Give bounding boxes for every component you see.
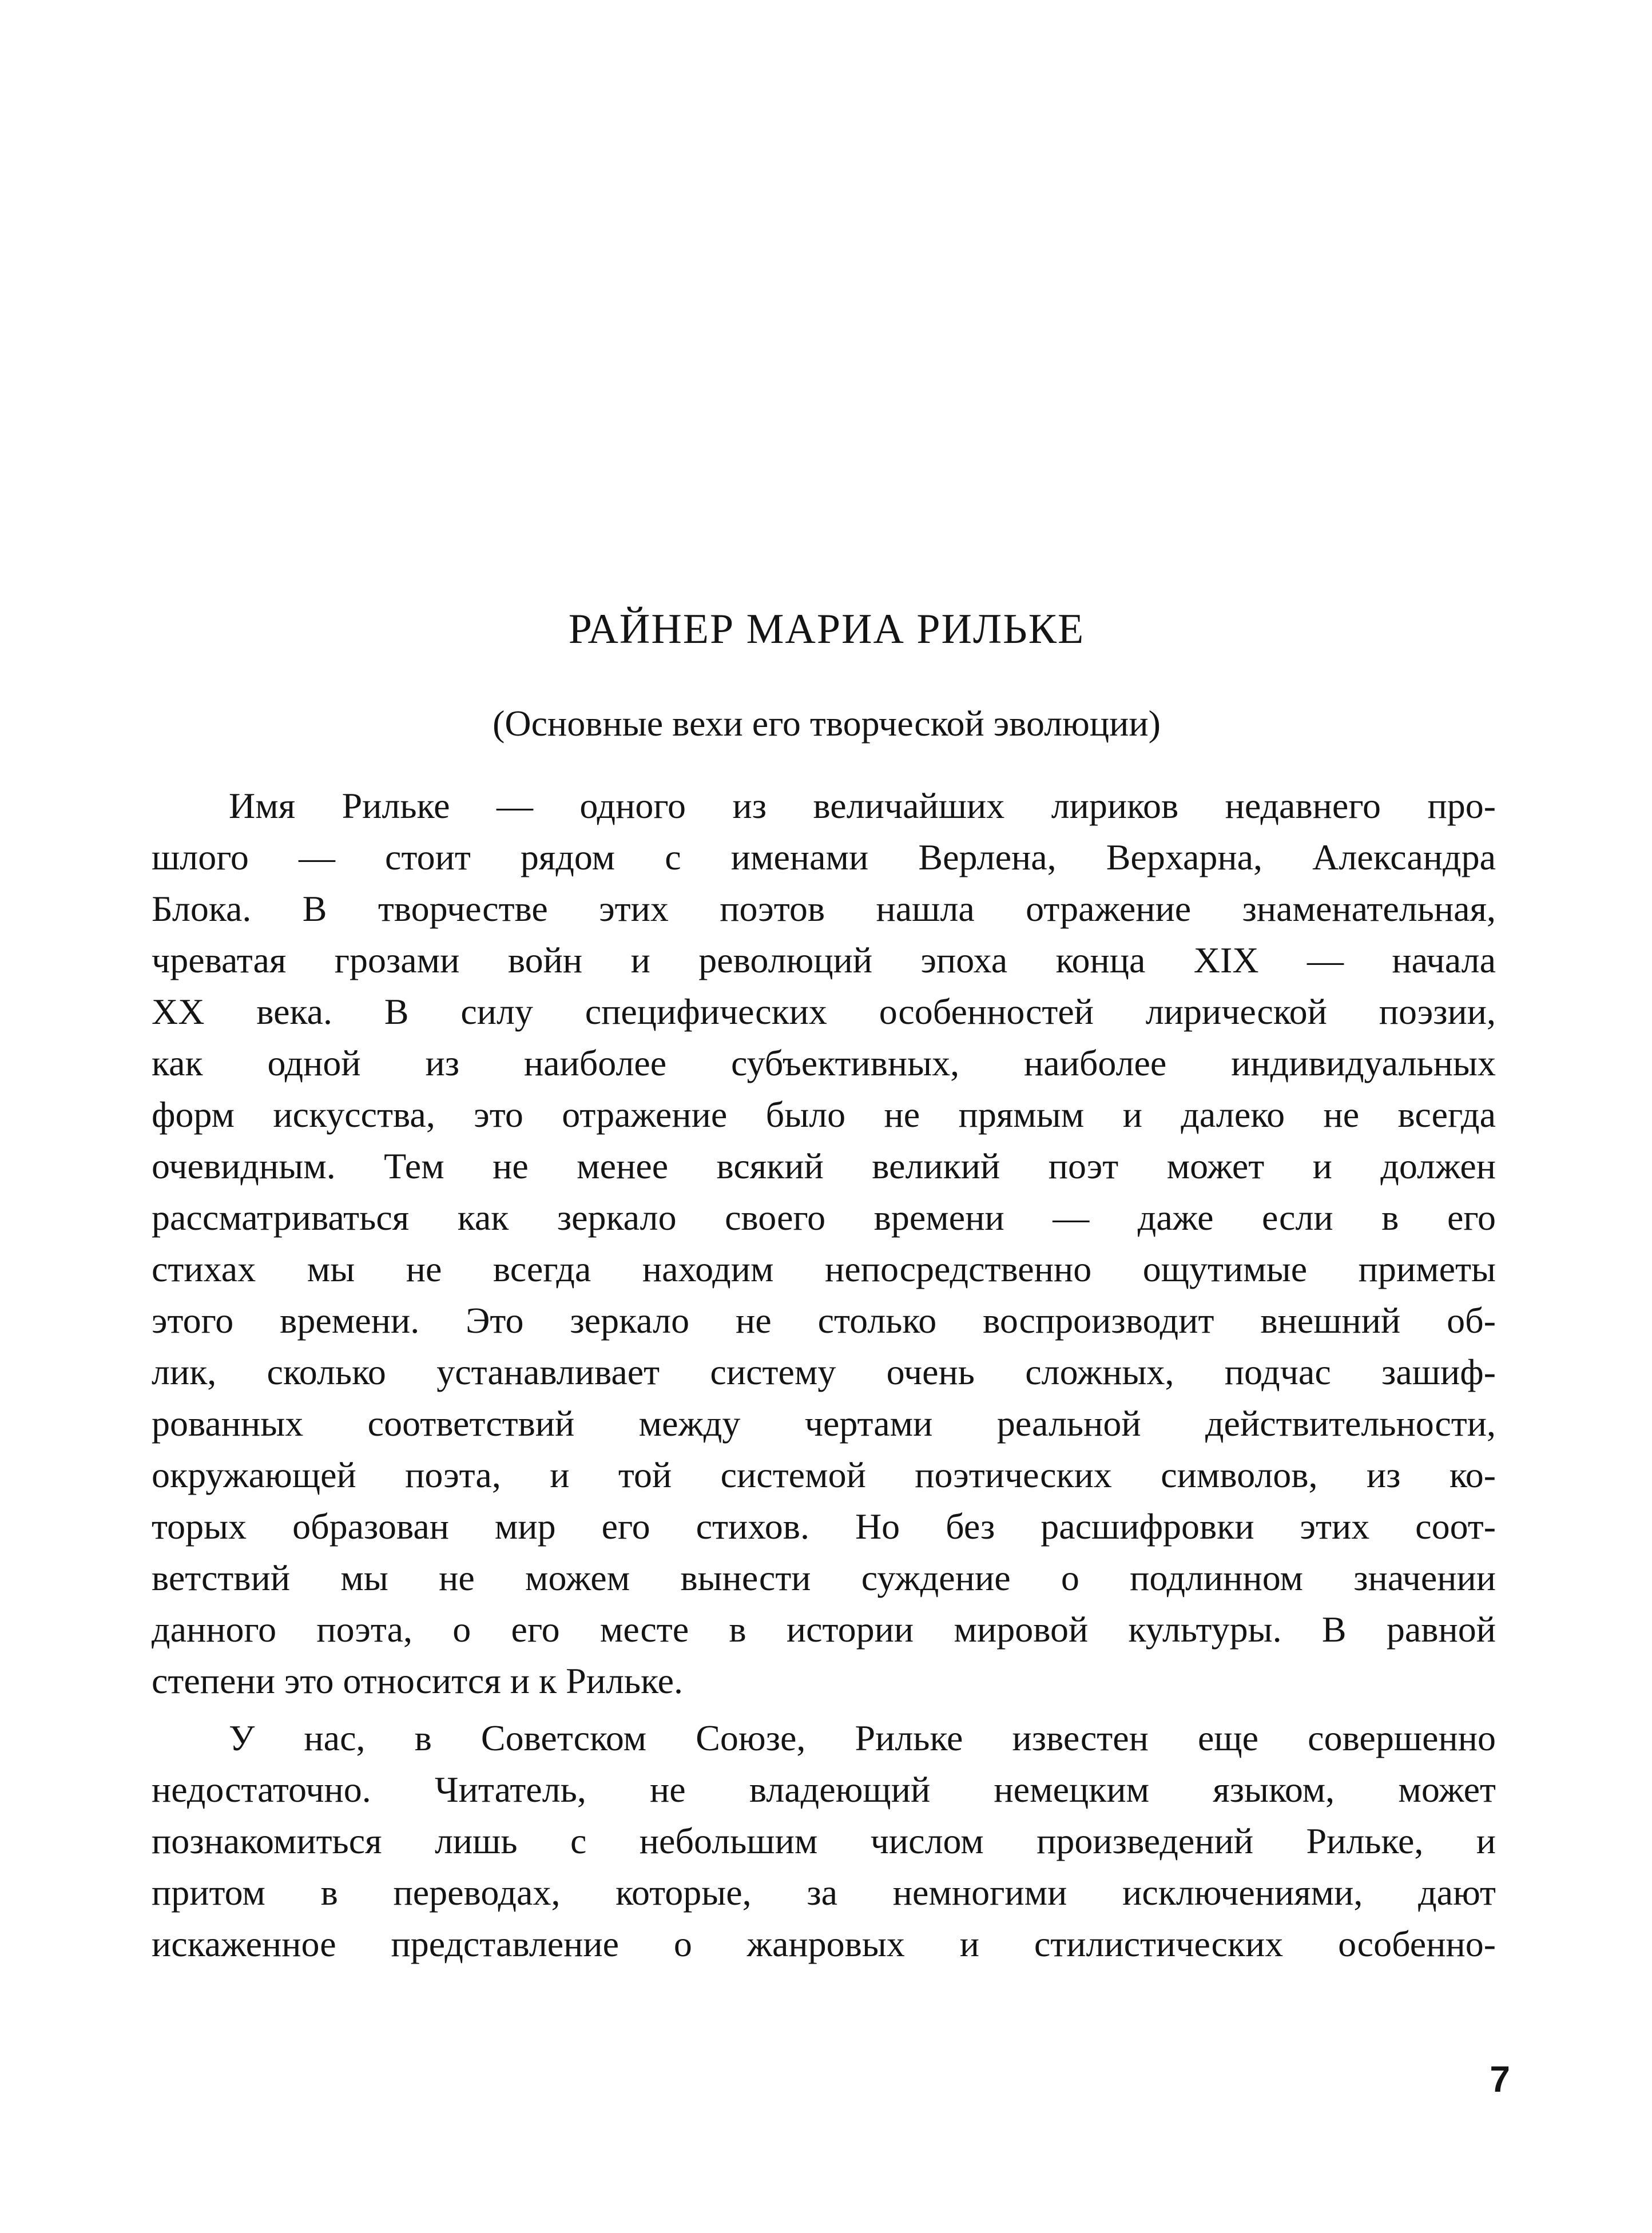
text-line: как одной из наиболее субъективных, наиболее индивидуальных [152, 1043, 1496, 1083]
page-number: 7 [1490, 2059, 1510, 2100]
text-line: чреватая грозами войн и революций эпоха конца XIX — начала [152, 940, 1496, 980]
text-line: ветствий мы не можем вынести суждение о подлинном значении [152, 1557, 1496, 1598]
text-line: степени это относится и к Рильке. [152, 1660, 683, 1701]
text-line: XX века. В силу специфических особенностей лирической поэзии, [152, 991, 1496, 1032]
text-line: лик, сколько устанавливает систему очень сложных, подчас зашиф- [152, 1352, 1496, 1392]
chapter-title: РАЙНЕР МАРИА РИЛЬКЕ [568, 606, 1085, 653]
text-line: недостаточно. Читатель, не владеющий немецким языком, может [152, 1769, 1496, 1810]
text-line: рассматриваться как зеркало своего времени — даже если в его [152, 1197, 1496, 1238]
text-line: искаженное представление о жанровых и стилистических особенно- [152, 1924, 1496, 1964]
text-line: рованных соответствий между чертами реальной действительности, [152, 1403, 1496, 1444]
text-line: этого времени. Это зеркало не столько воспроизводит внешний об- [152, 1300, 1496, 1341]
text-line: шлого — стоит рядом с именами Верлена, Верхарна, Александра [152, 837, 1496, 877]
chapter-subtitle: (Основные вехи его творческой эволюции) [493, 703, 1161, 744]
text-line: Имя Рильке — одного из величайших лириков недавнего про- [229, 785, 1496, 826]
text-line: стихах мы не всегда находим непосредственно ощутимые приметы [152, 1249, 1496, 1289]
text-line: познакомиться лишь с небольшим числом произведений Рильке, и [152, 1821, 1496, 1861]
text-line: притом в переводах, которые, за немногими исключениями, дают [152, 1872, 1496, 1913]
text-line: У нас, в Советском Союзе, Рильке известен еще совершенно [229, 1718, 1496, 1758]
text-line: форм искусства, это отражение было не прямым и далеко не всегда [152, 1094, 1496, 1135]
text-line: окружающей поэта, и той системой поэтических символов, из ко- [152, 1455, 1496, 1495]
text-line: очевидным. Тем не менее всякий великий поэт может и должен [152, 1146, 1496, 1186]
text-line: торых образован мир его стихов. Но без расшифровки этих соот- [152, 1506, 1496, 1547]
text-line: Блока. В творчестве этих поэтов нашла отражение знаменательная, [152, 888, 1496, 929]
text-line: данного поэта, о его месте в истории мировой культуры. В равной [152, 1609, 1496, 1650]
